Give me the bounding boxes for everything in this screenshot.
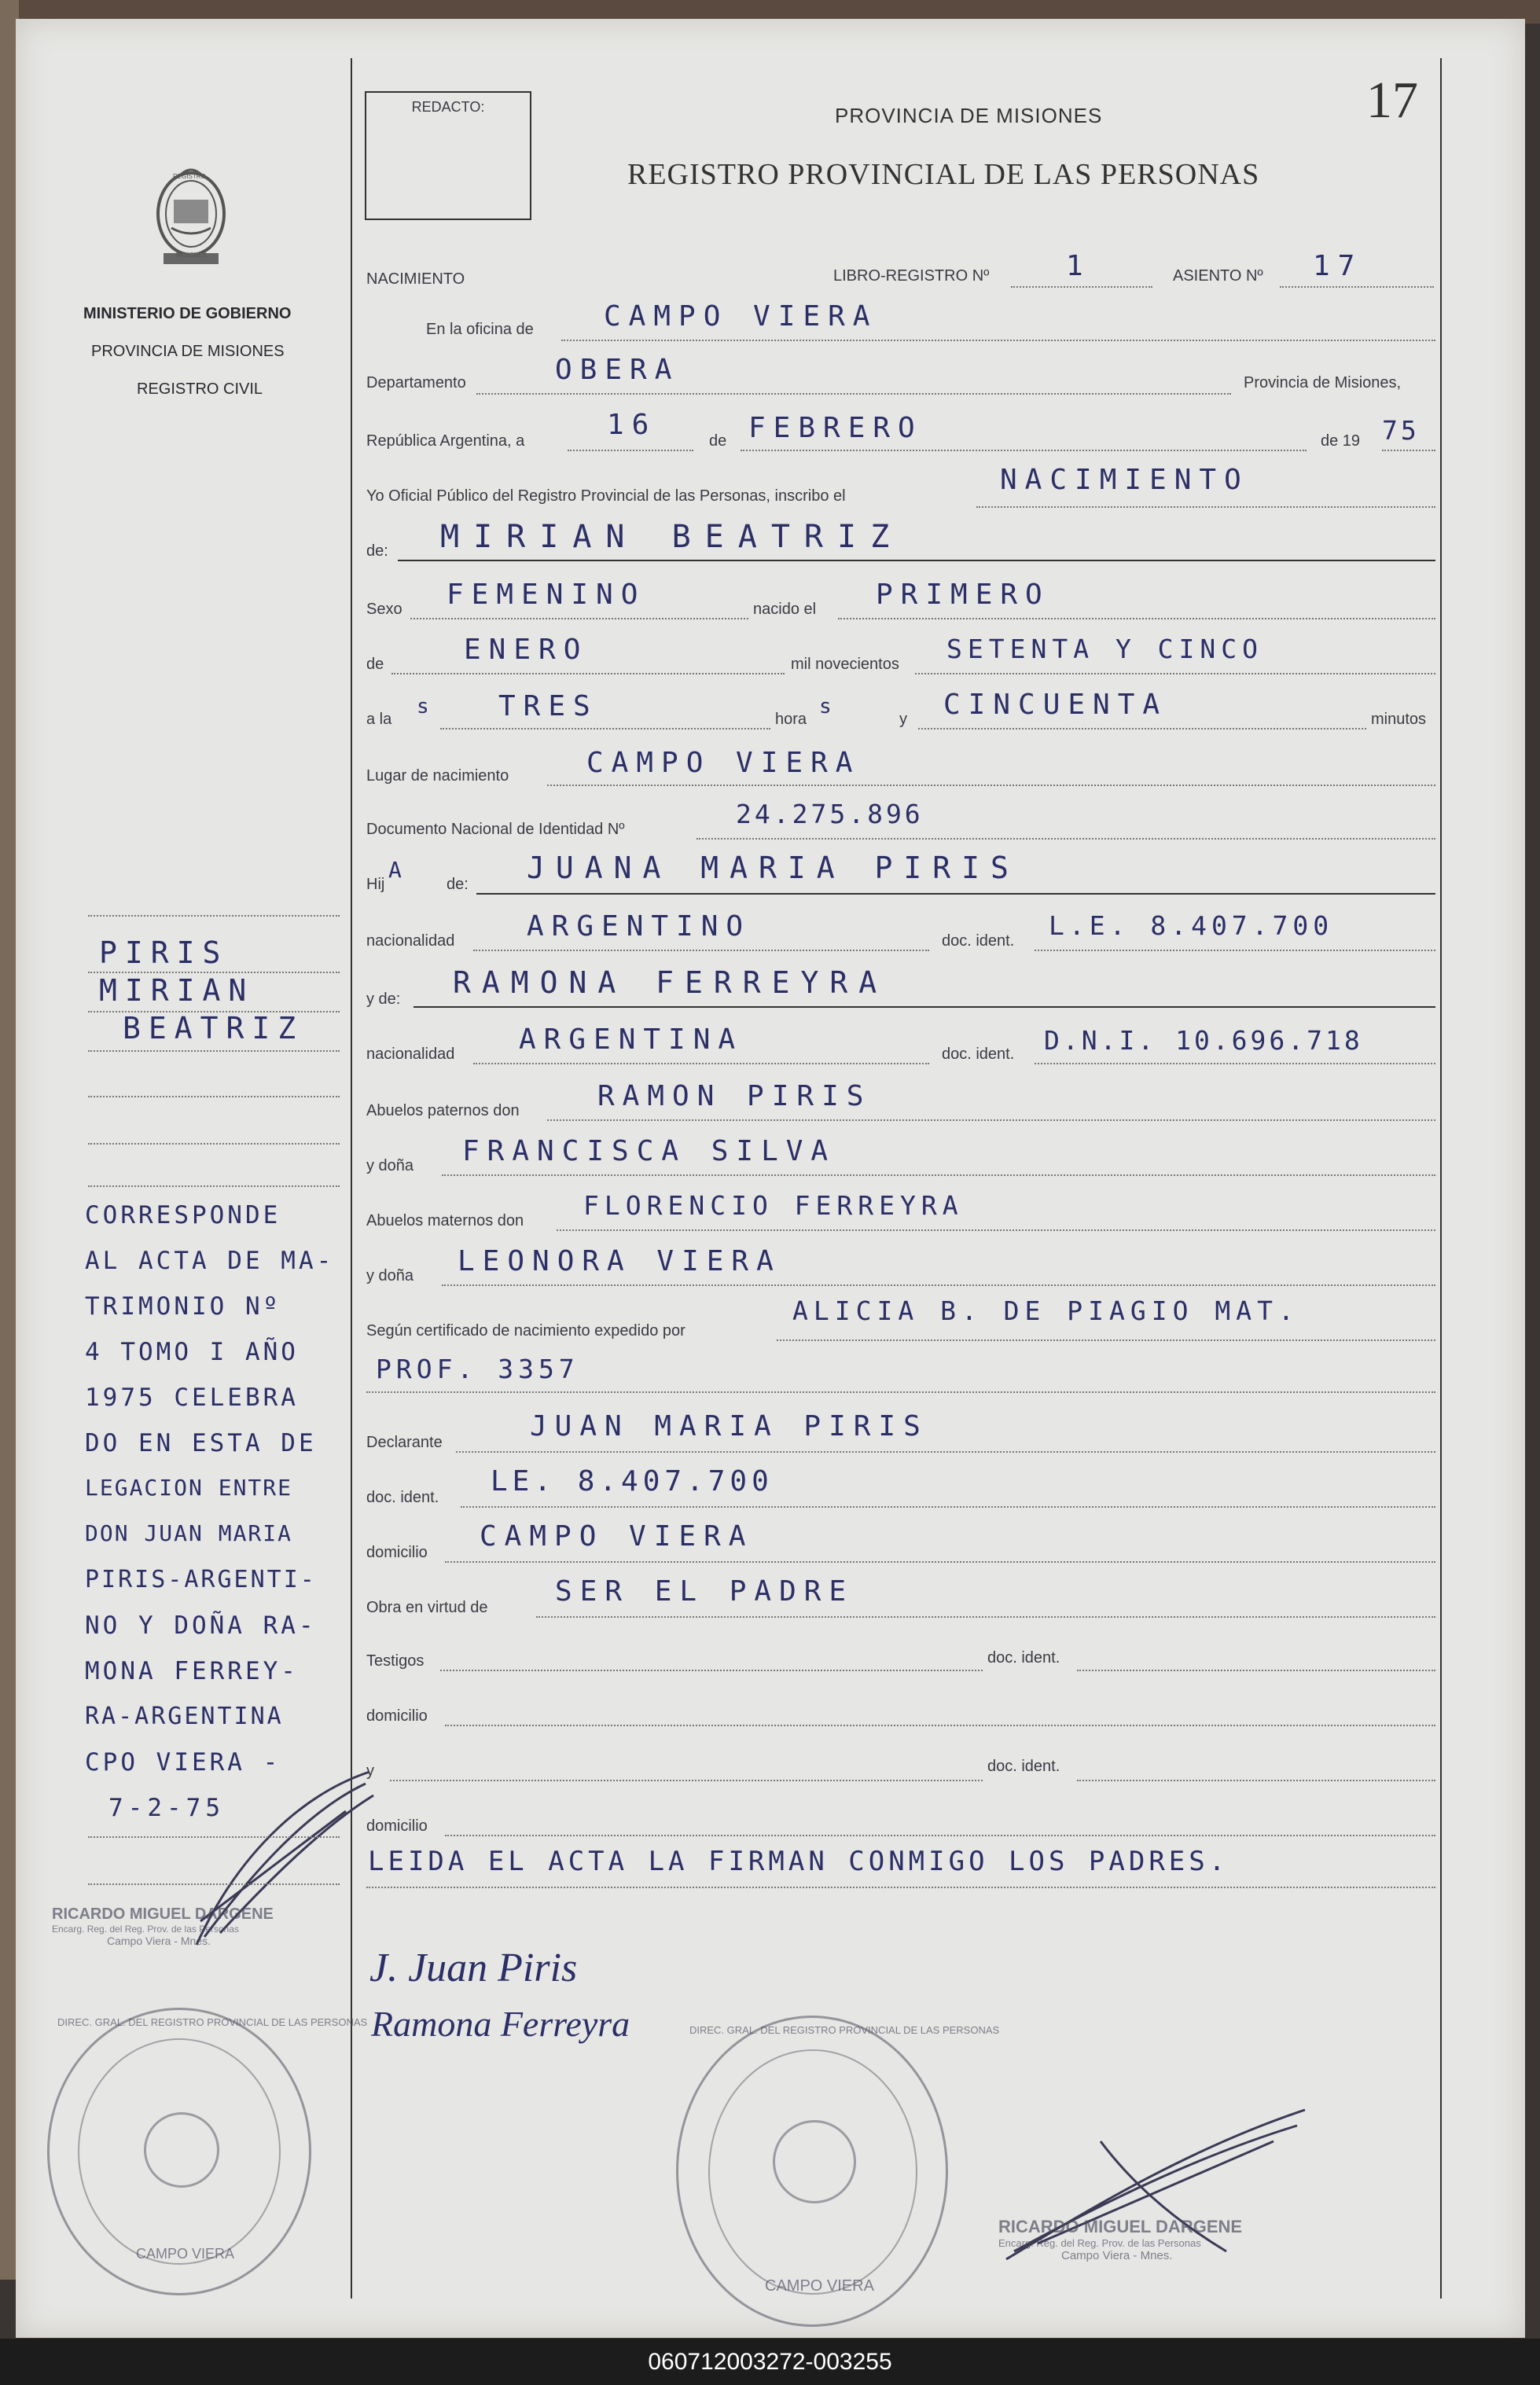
testigos-label: Testigos [366,1652,425,1670]
registrar-place-right: Campo Viera - Mnes. [1061,2249,1173,2262]
testigos-doc-label: doc. ident. [987,1649,1060,1667]
closing-statement: LEIDA EL ACTA LA FIRMAN CONMIGO LOS PADRES. [368,1846,1229,1877]
child-name: MIRIAN BEATRIZ [440,519,904,555]
asiento-value: 17 [1313,250,1363,282]
margin-note-line: PIRIS-ARGENTI- [85,1566,317,1593]
hora-label: hora [775,711,807,728]
registrar-title-right: Encarg. Reg. del Reg. Prov. de las Personas [998,2237,1201,2249]
oficina-label: En la oficina de [426,321,534,338]
abuela-paterna: FRANCISCA SILVA [462,1135,836,1167]
segun-label: Según certificado de nacimiento expedido por [366,1322,685,1339]
seal-place-right: CAMPO VIERA [765,2277,874,2295]
oficial-dots [976,506,1435,508]
abuela-paterna-label: y doña [366,1157,414,1174]
father-nationality: ARGENTINA [519,1023,744,1056]
redacto-box [365,91,531,220]
month-dots [741,450,1307,451]
seal-emblem-right-icon [773,2120,856,2203]
abuelos-maternos-label: Abuelos maternos don [366,1212,524,1229]
testigos-doc-label-2: doc. ident. [987,1758,1060,1775]
domicilio-dots [445,1561,1435,1563]
abuelos-paternos-label: Abuelos paternos don [366,1102,520,1119]
ministry-line-3: REGISTRO CIVIL [137,380,263,398]
segun-value-2: PROF. 3357 [376,1354,579,1384]
ala-label: a la [366,711,392,728]
dni-dots [696,838,1435,840]
hora-y-label: y [899,711,907,728]
birth-month-dots [391,673,785,674]
sexo-label: Sexo [366,601,402,618]
father-doc: D.N.I. 10.696.718 [1044,1025,1363,1056]
father-doc-label: doc. ident. [942,1046,1015,1063]
lugar-label: Lugar de nacimiento [366,767,509,785]
margin-note-line: DO EN ESTA DE [85,1429,317,1457]
mother-nationality: ARGENTINO [527,910,752,943]
birth-year-words: SETENTA Y CINCO [946,634,1264,664]
right-page-edge [1440,58,1442,2299]
folio-number: 17 [1366,72,1418,129]
margin-note-line: CPO VIERA - [85,1748,281,1777]
declarante-dots [456,1451,1435,1453]
seal-emblem-left-icon [144,2112,219,2188]
nacido-value: PRIMERO [876,579,1050,611]
domicilio-label: domicilio [366,1544,428,1561]
declarante-value: JUAN MARIA PIRIS [530,1410,928,1442]
mother-doc: L.E. 8.407.700 [1049,910,1334,941]
abuela-paterna-dots [442,1174,1435,1176]
redacto-label: REDACTO: [411,99,485,115]
margin-middle-name: BEATRIZ [123,1011,304,1046]
seal-text-right: DIREC. GRAL. DEL REGISTRO PROVINCIAL DE LAS PERSONAS [689,2024,1000,2036]
father-signature: J. Juan Piris [369,1946,578,1990]
segun-value: ALICIA B. DE PIAGIO MAT. [792,1295,1299,1326]
nacido-dots [838,618,1435,619]
margin-surname: PIRIS [99,935,229,970]
libro-dots [1011,286,1152,288]
obra-dots [536,1616,1435,1618]
abuela-materna-dots [442,1284,1435,1286]
minutos-label: minutos [1371,711,1427,728]
republica-label: República Argentina, a [366,432,525,450]
column-divider [351,58,352,2299]
official-seal-right [676,2016,1000,2327]
nacimiento-label: NACIMIENTO [366,270,465,288]
segun-dots [777,1339,1435,1341]
hora-suffix: s [819,695,835,718]
margin-dots-5 [88,1096,340,1097]
nacido-label: nacido el [753,601,817,618]
abuelo-paterno-dots [547,1119,1435,1121]
mil-label: mil novecientos [791,656,899,673]
margin-note-line: RA-ARGENTINA [85,1703,284,1730]
testigos-y-dots [390,1780,983,1781]
register-page [16,19,1525,2338]
declarante-label: Declarante [366,1434,443,1451]
margin-note-line: DON JUAN MARIA [85,1520,293,1546]
hij-suffix: A [388,857,405,883]
hij-label: Hij [366,876,385,893]
father-nationality-label: nacionalidad [366,1046,455,1063]
margin-dots-7 [88,1185,340,1187]
margin-name-block [91,935,351,1049]
departamento-dots [476,393,1231,395]
margin-dots-4 [88,1050,340,1052]
declarante-doc: LE. 8.407.700 [491,1465,774,1498]
sexo-dots [410,618,748,619]
logo-caption-bottom: MISIONES [176,252,208,259]
mother-signature: Ramona Ferreyra [371,2004,630,2044]
register-title: REGISTRO PROVINCIAL DE LAS PERSONAS [627,158,1260,191]
testigos-domicilio-label-2: domicilio [366,1817,428,1835]
year-prefix: de 19 [1321,432,1361,450]
father-name: RAMONA FERREYRA [453,965,888,1000]
margin-first-name: MIRIAN [99,973,255,1008]
province-header: PROVINCIA DE MISIONES [835,104,1103,127]
testigos-y-label: y [366,1762,374,1780]
name-de-label: de: [366,542,388,560]
year-value: 75 [1382,415,1420,446]
departamento-value: OBERA [555,354,680,386]
declarante-doc-label: doc. ident. [366,1489,439,1506]
testigos-doc-dots-2 [1077,1780,1435,1781]
margin-note-line: CORRESPONDE [85,1201,281,1229]
margin-dots-1 [88,915,340,917]
margin-note-line: MONA FERREY- [85,1657,299,1685]
mother-de-label: de: [447,876,469,893]
provincia-suffix: Provincia de Misiones, [1244,374,1402,391]
hour-dots [440,728,770,729]
registrar-title-left: Encarg. Reg. del Reg. Prov. de las Personas [52,1924,239,1935]
margin-note-line: 1975 CELEBRA [85,1384,299,1412]
month-value: FEBRERO [748,412,923,444]
ministry-line-2: PROVINCIA DE MISIONES [91,343,285,360]
margin-dots-3 [88,1011,340,1012]
abuelo-materno-dots [557,1229,1435,1231]
margin-note-block [85,1201,349,1839]
birth-year-dots [915,673,1435,674]
father-doc-dots [1035,1063,1435,1064]
departamento-label: Departamento [366,374,466,391]
asiento-dots [1280,286,1434,288]
day-dots [568,450,693,451]
closing-dots [366,1887,1435,1888]
oficina-dots [561,340,1435,341]
name-underline [398,560,1435,561]
mother-nationality-dots [473,950,929,951]
libro-value: 1 [1066,250,1091,282]
segun-dots-2 [366,1391,1435,1393]
dni-value: 24.275.896 [736,799,924,829]
registrar-place-left: Campo Viera - Mnes. [107,1935,211,1947]
margin-dots-2 [88,972,340,973]
dni-label: Documento Nacional de Identidad Nº [366,821,625,838]
testigos-domicilio-dots [445,1725,1435,1726]
margin-note-line: AL ACTA DE MA- [85,1247,335,1275]
testigos-dots [440,1670,983,1671]
seal-text-left: DIREC. GRAL. DEL REGISTRO PROVINCIAL DE LAS PERSONAS [57,2016,368,2028]
oficina-value: CAMPO VIERA [604,300,878,333]
oficial-value: NACIMIENTO [1000,464,1249,496]
margin-note-line: 7-2-75 [108,1794,225,1822]
hour-value: TRES [498,690,598,722]
father-yde-label: y de: [366,990,401,1008]
abuelo-paterno: RAMON PIRIS [597,1080,872,1112]
mother-nationality-label: nacionalidad [366,932,455,950]
declarante-doc-dots [461,1506,1435,1508]
margin-note-line: 4 TOMO I AÑO [85,1338,299,1366]
father-nationality-dots [473,1063,929,1064]
mother-name: JUANA MARIA PIRIS [527,851,1020,885]
abuela-materna: LEONORA VIERA [458,1245,781,1277]
abuela-materna-label: y doña [366,1267,414,1284]
margin-note-line: TRIMONIO Nº [85,1292,281,1321]
day-value: 16 [607,409,657,441]
minutes-value: CINCUENTA [943,689,1168,721]
seal-place-left: CAMPO VIERA [136,2246,235,2262]
lugar-dots [547,785,1435,786]
birth-month: ENERO [464,634,589,666]
year-dots [1382,450,1435,451]
minutes-dots [918,728,1366,729]
testigos-domicilio-dots-2 [445,1835,1435,1836]
obra-value: SER EL PADRE [555,1575,855,1608]
mother-doc-dots [1035,950,1435,951]
registrar-name-left: RICARDO MIGUEL DARGENE [52,1905,274,1923]
asiento-label: ASIENTO Nº [1173,267,1263,285]
testigos-domicilio-label: domicilio [366,1707,428,1725]
oficial-label: Yo Oficial Público del Registro Provincial de las Personas, inscribo el [366,487,846,505]
registrar-name-right: RICARDO MIGUEL DARGENE [998,2217,1243,2236]
margin-dots-8 [88,1836,340,1838]
libro-label: LIBRO-REGISTRO Nº [833,267,990,285]
sexo-value: FEMENINO [447,579,646,611]
ministry-line-1: MINISTERIO DE GOBIERNO [83,305,292,322]
mother-doc-label: doc. ident. [942,932,1015,950]
birth-month-de-label: de [366,656,384,673]
testigos-doc-dots [1077,1670,1435,1671]
archive-id-footer: 060712003272-003255 [0,2339,1540,2385]
margin-note-line: NO Y DOÑA RA- [85,1611,317,1640]
abuelo-materno: FLORENCIO FERREYRA [583,1190,964,1221]
margin-dots-6 [88,1143,340,1145]
margin-dots-9 [88,1883,340,1885]
domicilio-value: CAMPO VIERA [480,1520,754,1553]
obra-label: Obra en virtud de [366,1599,488,1616]
month-de-label: de [709,432,727,450]
registrar-stamp-right [998,2217,1344,2262]
father-underline [413,1006,1435,1008]
official-seal-left [47,2008,368,2295]
logo-caption-top: REGISTRO [173,173,206,180]
ala-suffix: s [417,695,432,718]
mother-underline [476,893,1435,895]
lugar-value: CAMPO VIERA [586,747,861,779]
registrar-stamp-left [52,1905,366,1947]
margin-note-line: LEGACION ENTRE [85,1475,293,1501]
